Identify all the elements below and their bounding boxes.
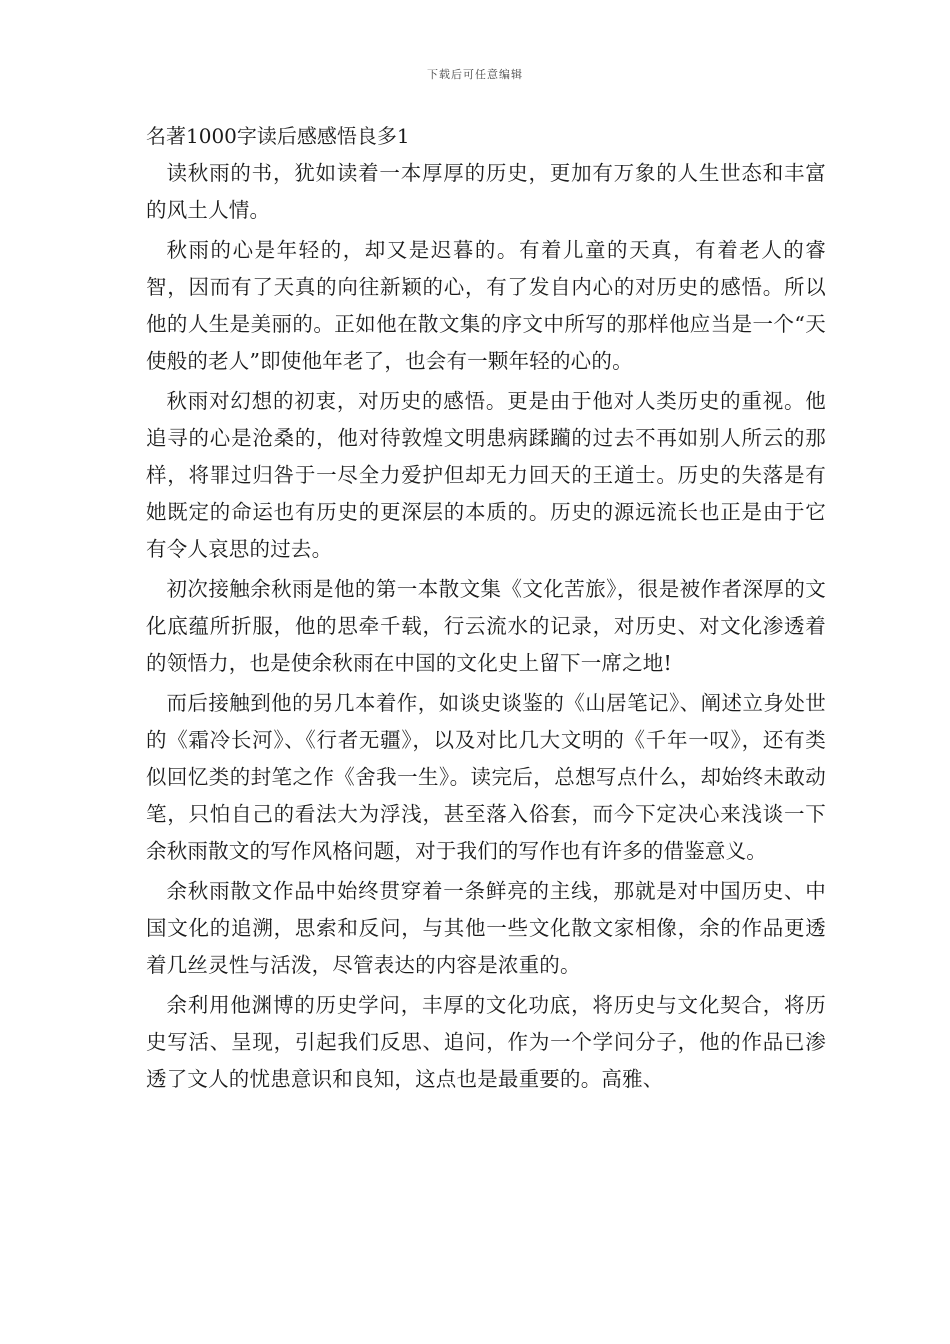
- page-header-note: 下载后可任意编辑: [427, 68, 523, 81]
- paragraph-4: 初次接触余秋雨是他的第一本散文集《文化苦旅》，很是被作者深厚的文化底蕴所折服，他的思牵千载，行云流水的记录，对历史、对文化渗透着的领悟力，也是使余秋雨在中国的文化史上留下一席之地!: [146, 577, 826, 675]
- paragraph-1: 读秋雨的书，犹如读着一本厚厚的历史，更加有万象的人生世态和丰富的风土人情。: [146, 161, 826, 222]
- document-title: 名著1000字读后感感悟良多1: [146, 124, 410, 148]
- paragraph-7: 余利用他渊博的历史学问，丰厚的文化功底，将历史与文化契合，将历史写活、呈现，引起我们反思、追问，作为一个学问分子，他的作品已渗透了文人的忧患意识和良知，这点也是最重要的。高雅、: [146, 993, 826, 1091]
- paragraph-2: 秋雨的心是年轻的，却又是迟暮的。有着儿童的天真，有着老人的睿智，因而有了天真的向往新颖的心，有了发自内心的对历史的感悟。所以他的人生是美丽的。正如他在散文集的序文中所写的那样他应当是一个“天使般的老人”即使他年老了，也会有一颗年轻的心的。: [146, 238, 826, 373]
- paragraph-3: 秋雨对幻想的初衷，对历史的感悟。更是由于他对人类历史的重视。他追寻的心是沧桑的，他对待敦煌文明患病蹂躏的过去不再如别人所云的那样，将罪过归咎于一尽全力爱护但却无力回天的王道士。历史的失落是有她既定的命运也有历史的更深层的本质的。历史的源远流长也正是由于它有令人哀思的过去。: [146, 389, 826, 561]
- paragraph-6: 余秋雨散文作品中始终贯穿着一条鲜亮的主线，那就是对中国历史、中国文化的追溯，思索和反问，与其他一些文化散文家相像，余的作品更透着几丝灵性与活泼，尽管表达的内容是浓重的。: [146, 879, 826, 977]
- document-body: [146, 121, 826, 1101]
- paragraph-5: 而后接触到他的另几本着作，如谈史谈鉴的《山居笔记》、阐述立身处世的《霜冷长河》、《行者无疆》，以及对比几大文明的《千年一叹》，还有类似回忆类的封笔之作《舍我一生》。读完后，总想写点什么，却始终未敢动笔，只怕自己的看法大为浮浅，甚至落入俗套，而今下定决心来浅谈一下余秋雨散文的写作风格问题，对于我们的写作也有许多的借鉴意义。: [146, 691, 826, 863]
